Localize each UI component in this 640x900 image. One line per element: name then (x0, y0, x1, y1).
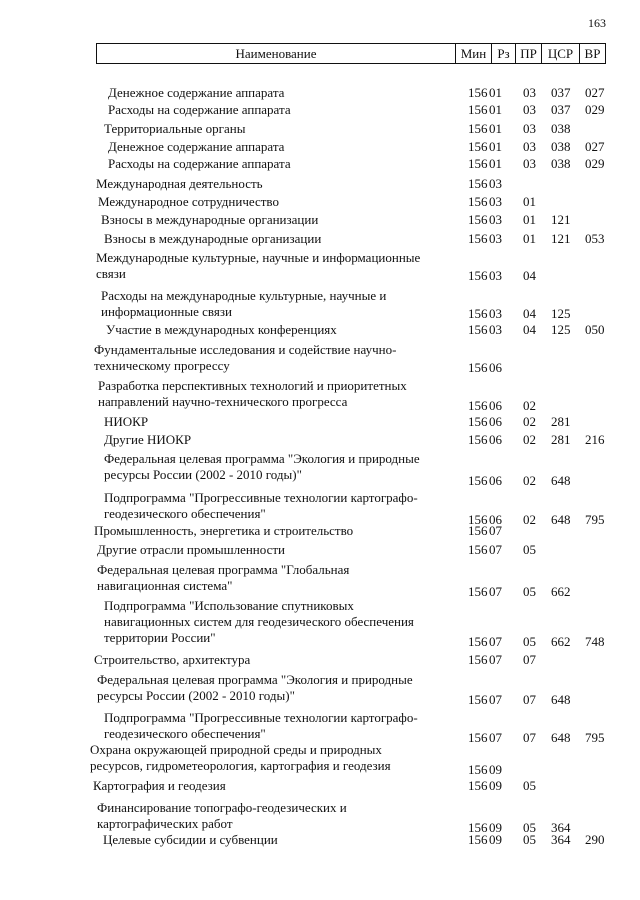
page-number: 163 (588, 16, 606, 30)
row-name-line: навигационная система" (97, 578, 233, 593)
code-vr: 027 (585, 85, 605, 100)
table-row (0, 102, 640, 118)
table-row (0, 121, 640, 137)
code-pr: 03 (523, 102, 536, 117)
row-name (108, 85, 460, 101)
table-row (0, 85, 640, 101)
code-pr: 01 (523, 194, 536, 209)
code-pr: 07 (523, 692, 536, 707)
code-min: 156 (468, 322, 488, 337)
code-pr: 05 (523, 832, 536, 847)
row-name-line: Денежное содержание аппарата (108, 85, 285, 100)
code-min: 156 (468, 139, 488, 154)
code-vr: 216 (585, 432, 605, 447)
table-row (0, 778, 640, 794)
row-name-line: Промышленность, энергетика и строительство (94, 523, 354, 538)
column-header-name: Наименование (235, 46, 317, 61)
code-min: 156 (468, 473, 488, 488)
table-row (0, 194, 640, 210)
code-rz: 07 (489, 730, 502, 745)
code-rz: 07 (489, 692, 502, 707)
row-name-line: навигационных систем для геодезического обеспечения (104, 614, 414, 629)
code-rz: 03 (489, 231, 502, 246)
code-rz: 03 (489, 212, 502, 227)
code-min: 156 (468, 360, 488, 375)
code-pr: 04 (523, 268, 536, 283)
row-name-line: Расходы на содержание аппарата (108, 102, 291, 117)
row-name (90, 742, 460, 774)
code-pr: 07 (523, 730, 536, 745)
code-min: 156 (468, 523, 488, 538)
row-name-line: Взносы в международные организации (104, 231, 322, 246)
row-name (96, 176, 460, 192)
table-row (0, 652, 640, 668)
table-row (0, 451, 640, 489)
table-row (0, 322, 640, 338)
row-name-line: связи (96, 266, 126, 281)
code-rz: 06 (489, 398, 502, 413)
code-rz: 07 (489, 652, 502, 667)
code-pr: 03 (523, 156, 536, 171)
row-name-line: Целевые субсидии и субвенции (103, 832, 278, 847)
code-pr: 02 (523, 414, 536, 429)
row-name-line: Федеральная целевая программа "Экология и природные (104, 451, 420, 466)
code-vr: 029 (585, 156, 605, 171)
code-vr: 795 (585, 730, 605, 745)
row-name (93, 778, 460, 794)
code-vr: 748 (585, 634, 605, 649)
row-name (104, 490, 460, 522)
column-header-min: Мин (455, 44, 491, 63)
code-csr: 125 (551, 322, 571, 337)
table-row (0, 414, 640, 430)
table-row (0, 139, 640, 155)
code-csr: 038 (551, 156, 571, 171)
row-name-line: Фундаментальные исследования и содействие научно- (94, 342, 397, 357)
code-rz: 01 (489, 85, 502, 100)
code-vr: 053 (585, 231, 605, 246)
table-row (0, 542, 640, 558)
row-name-line: ресурсы России (2002 - 2010 годы)" (97, 688, 295, 703)
row-name-line: направлений научно-технического прогресса (98, 394, 348, 409)
code-pr: 05 (523, 584, 536, 599)
code-rz: 03 (489, 268, 502, 283)
row-name (104, 432, 460, 448)
row-name (98, 194, 460, 210)
code-rz: 07 (489, 634, 502, 649)
table-row (0, 598, 640, 650)
code-rz: 06 (489, 512, 502, 527)
table-row (0, 231, 640, 247)
code-pr: 02 (523, 398, 536, 413)
code-min: 156 (468, 398, 488, 413)
row-name-line: Участие в международных конференциях (106, 322, 337, 337)
row-name (97, 562, 460, 594)
row-name-line: геодезического обеспечения" (104, 726, 266, 741)
column-header-csr: ЦСР (541, 44, 579, 63)
table-row (0, 562, 640, 600)
code-pr: 03 (523, 139, 536, 154)
code-csr: 125 (551, 306, 571, 321)
code-rz: 01 (489, 102, 502, 117)
row-name-line: Разработка перспективных технологий и приоритетных (98, 378, 407, 393)
row-name (104, 121, 460, 137)
row-name-line: Международная деятельность (96, 176, 263, 191)
code-rz: 09 (489, 832, 502, 847)
row-name (106, 322, 460, 338)
code-rz: 03 (489, 176, 502, 191)
code-pr: 07 (523, 652, 536, 667)
code-vr: 027 (585, 139, 605, 154)
code-rz: 01 (489, 121, 502, 136)
code-rz: 07 (489, 542, 502, 557)
code-csr: 038 (551, 139, 571, 154)
code-pr: 02 (523, 512, 536, 527)
code-min: 156 (468, 778, 488, 793)
table-row (0, 832, 640, 848)
code-min: 156 (468, 85, 488, 100)
code-min: 156 (468, 156, 488, 171)
code-rz: 06 (489, 432, 502, 447)
table-row (0, 342, 640, 376)
code-min: 156 (468, 584, 488, 599)
row-name (108, 156, 460, 172)
row-name-line: Картография и геодезия (93, 778, 226, 793)
code-csr: 037 (551, 102, 571, 117)
row-name (108, 102, 460, 118)
table-row (0, 672, 640, 708)
row-name (103, 832, 460, 848)
code-csr: 648 (551, 730, 571, 745)
code-min: 156 (468, 512, 488, 527)
code-pr: 03 (523, 121, 536, 136)
column-header-vr: ВР (579, 44, 605, 63)
row-name-line: Федеральная целевая программа "Экология и природные (97, 672, 413, 687)
code-rz: 01 (489, 139, 502, 154)
row-name (104, 598, 460, 646)
row-name (97, 800, 460, 832)
code-rz: 01 (489, 156, 502, 171)
row-name (101, 212, 460, 228)
table-row (0, 710, 640, 746)
row-name-line: Подпрограмма "Использование спутниковых (104, 598, 354, 613)
code-vr: 029 (585, 102, 605, 117)
code-pr: 05 (523, 778, 536, 793)
code-csr: 364 (551, 832, 571, 847)
code-pr: 05 (523, 542, 536, 557)
table-row (0, 800, 640, 836)
code-rz: 09 (489, 762, 502, 777)
code-rz: 09 (489, 778, 502, 793)
code-pr: 01 (523, 212, 536, 227)
code-min: 156 (468, 832, 488, 847)
code-min: 156 (468, 432, 488, 447)
code-rz: 03 (489, 322, 502, 337)
row-name-line: Взносы в международные организации (101, 212, 319, 227)
table-row (0, 250, 640, 284)
code-pr: 04 (523, 322, 536, 337)
row-name-line: Другие НИОКР (104, 432, 192, 447)
row-name-line: НИОКР (104, 414, 149, 429)
code-pr: 05 (523, 634, 536, 649)
table-row (0, 156, 640, 172)
code-csr: 038 (551, 121, 571, 136)
row-name (104, 710, 460, 742)
code-rz: 09 (489, 820, 502, 835)
code-rz: 03 (489, 194, 502, 209)
column-header-rz: Рз (491, 44, 515, 63)
row-name-line: ресурсы России (2002 - 2010 годы)" (104, 467, 302, 482)
table-row (0, 523, 640, 539)
code-min: 156 (468, 762, 488, 777)
code-pr: 02 (523, 432, 536, 447)
code-min: 156 (468, 121, 488, 136)
code-pr: 04 (523, 306, 536, 321)
code-pr: 02 (523, 473, 536, 488)
row-name (108, 139, 460, 155)
row-name-line: ресурсов, гидрометеорология, картография и геодезия (90, 758, 391, 773)
row-name-line: Строительство, архитектура (94, 652, 251, 667)
code-min: 156 (468, 194, 488, 209)
code-csr: 281 (551, 432, 571, 447)
row-name (104, 231, 460, 247)
row-name-line: картографических работ (97, 816, 233, 831)
code-min: 156 (468, 542, 488, 557)
column-header-pr: ПР (515, 44, 541, 63)
code-vr: 795 (585, 512, 605, 527)
row-name-line: Подпрограмма "Прогрессивные технологии картографо- (104, 490, 418, 505)
code-pr: 05 (523, 820, 536, 835)
code-min: 156 (468, 231, 488, 246)
code-csr: 648 (551, 473, 571, 488)
row-name (96, 250, 460, 282)
code-min: 156 (468, 176, 488, 191)
code-pr: 01 (523, 231, 536, 246)
row-name-line: Финансирование топографо-геодезических и (97, 800, 347, 815)
row-name (104, 414, 460, 430)
code-min: 156 (468, 212, 488, 227)
row-name-line: Расходы на международные культурные, научные и (101, 288, 387, 303)
code-rz: 07 (489, 523, 502, 538)
row-name (94, 652, 460, 668)
code-csr: 037 (551, 85, 571, 100)
row-name-line: Охрана окружающей природной среды и природных (90, 742, 382, 757)
row-name-line: Международные культурные, научные и информационные (96, 250, 421, 265)
row-name-line: Федеральная целевая программа "Глобальная (97, 562, 350, 577)
code-csr: 662 (551, 584, 571, 599)
code-csr: 121 (551, 231, 571, 246)
row-name-line: Международное сотрудничество (98, 194, 279, 209)
table-row (0, 742, 640, 778)
code-vr: 290 (585, 832, 605, 847)
table-row (0, 378, 640, 414)
table-row (0, 288, 640, 322)
row-name (104, 451, 460, 483)
code-csr: 364 (551, 820, 571, 835)
code-vr: 050 (585, 322, 605, 337)
code-rz: 03 (489, 306, 502, 321)
row-name-line: техническому прогрессу (94, 358, 230, 373)
code-min: 156 (468, 268, 488, 283)
code-min: 156 (468, 634, 488, 649)
row-name (94, 342, 460, 374)
table-header (96, 43, 606, 64)
row-name-line: Подпрограмма "Прогрессивные технологии картографо- (104, 710, 418, 725)
row-name-line: Денежное содержание аппарата (108, 139, 285, 154)
table-row (0, 176, 640, 192)
table-row (0, 212, 640, 228)
row-name-line: геодезического обеспечения" (104, 506, 266, 521)
code-rz: 07 (489, 584, 502, 599)
code-min: 156 (468, 730, 488, 745)
code-csr: 281 (551, 414, 571, 429)
code-csr: 662 (551, 634, 571, 649)
code-min: 156 (468, 306, 488, 321)
row-name (97, 672, 460, 704)
row-name-line: территории России" (104, 630, 216, 645)
row-name (94, 523, 460, 539)
code-min: 156 (468, 652, 488, 667)
row-name-line: Другие отрасли промышленности (97, 542, 285, 557)
code-pr: 03 (523, 85, 536, 100)
code-rz: 06 (489, 473, 502, 488)
code-min: 156 (468, 692, 488, 707)
code-min: 156 (468, 820, 488, 835)
row-name-line: информационные связи (101, 304, 232, 319)
table-row (0, 432, 640, 448)
code-csr: 121 (551, 212, 571, 227)
code-min: 156 (468, 102, 488, 117)
code-min: 156 (468, 414, 488, 429)
code-rz: 06 (489, 360, 502, 375)
row-name (98, 378, 460, 410)
row-name-line: Расходы на содержание аппарата (108, 156, 291, 171)
code-csr: 648 (551, 512, 571, 527)
code-csr: 648 (551, 692, 571, 707)
row-name (97, 542, 460, 558)
row-name-line: Территориальные органы (104, 121, 246, 136)
code-rz: 06 (489, 414, 502, 429)
row-name (101, 288, 460, 320)
